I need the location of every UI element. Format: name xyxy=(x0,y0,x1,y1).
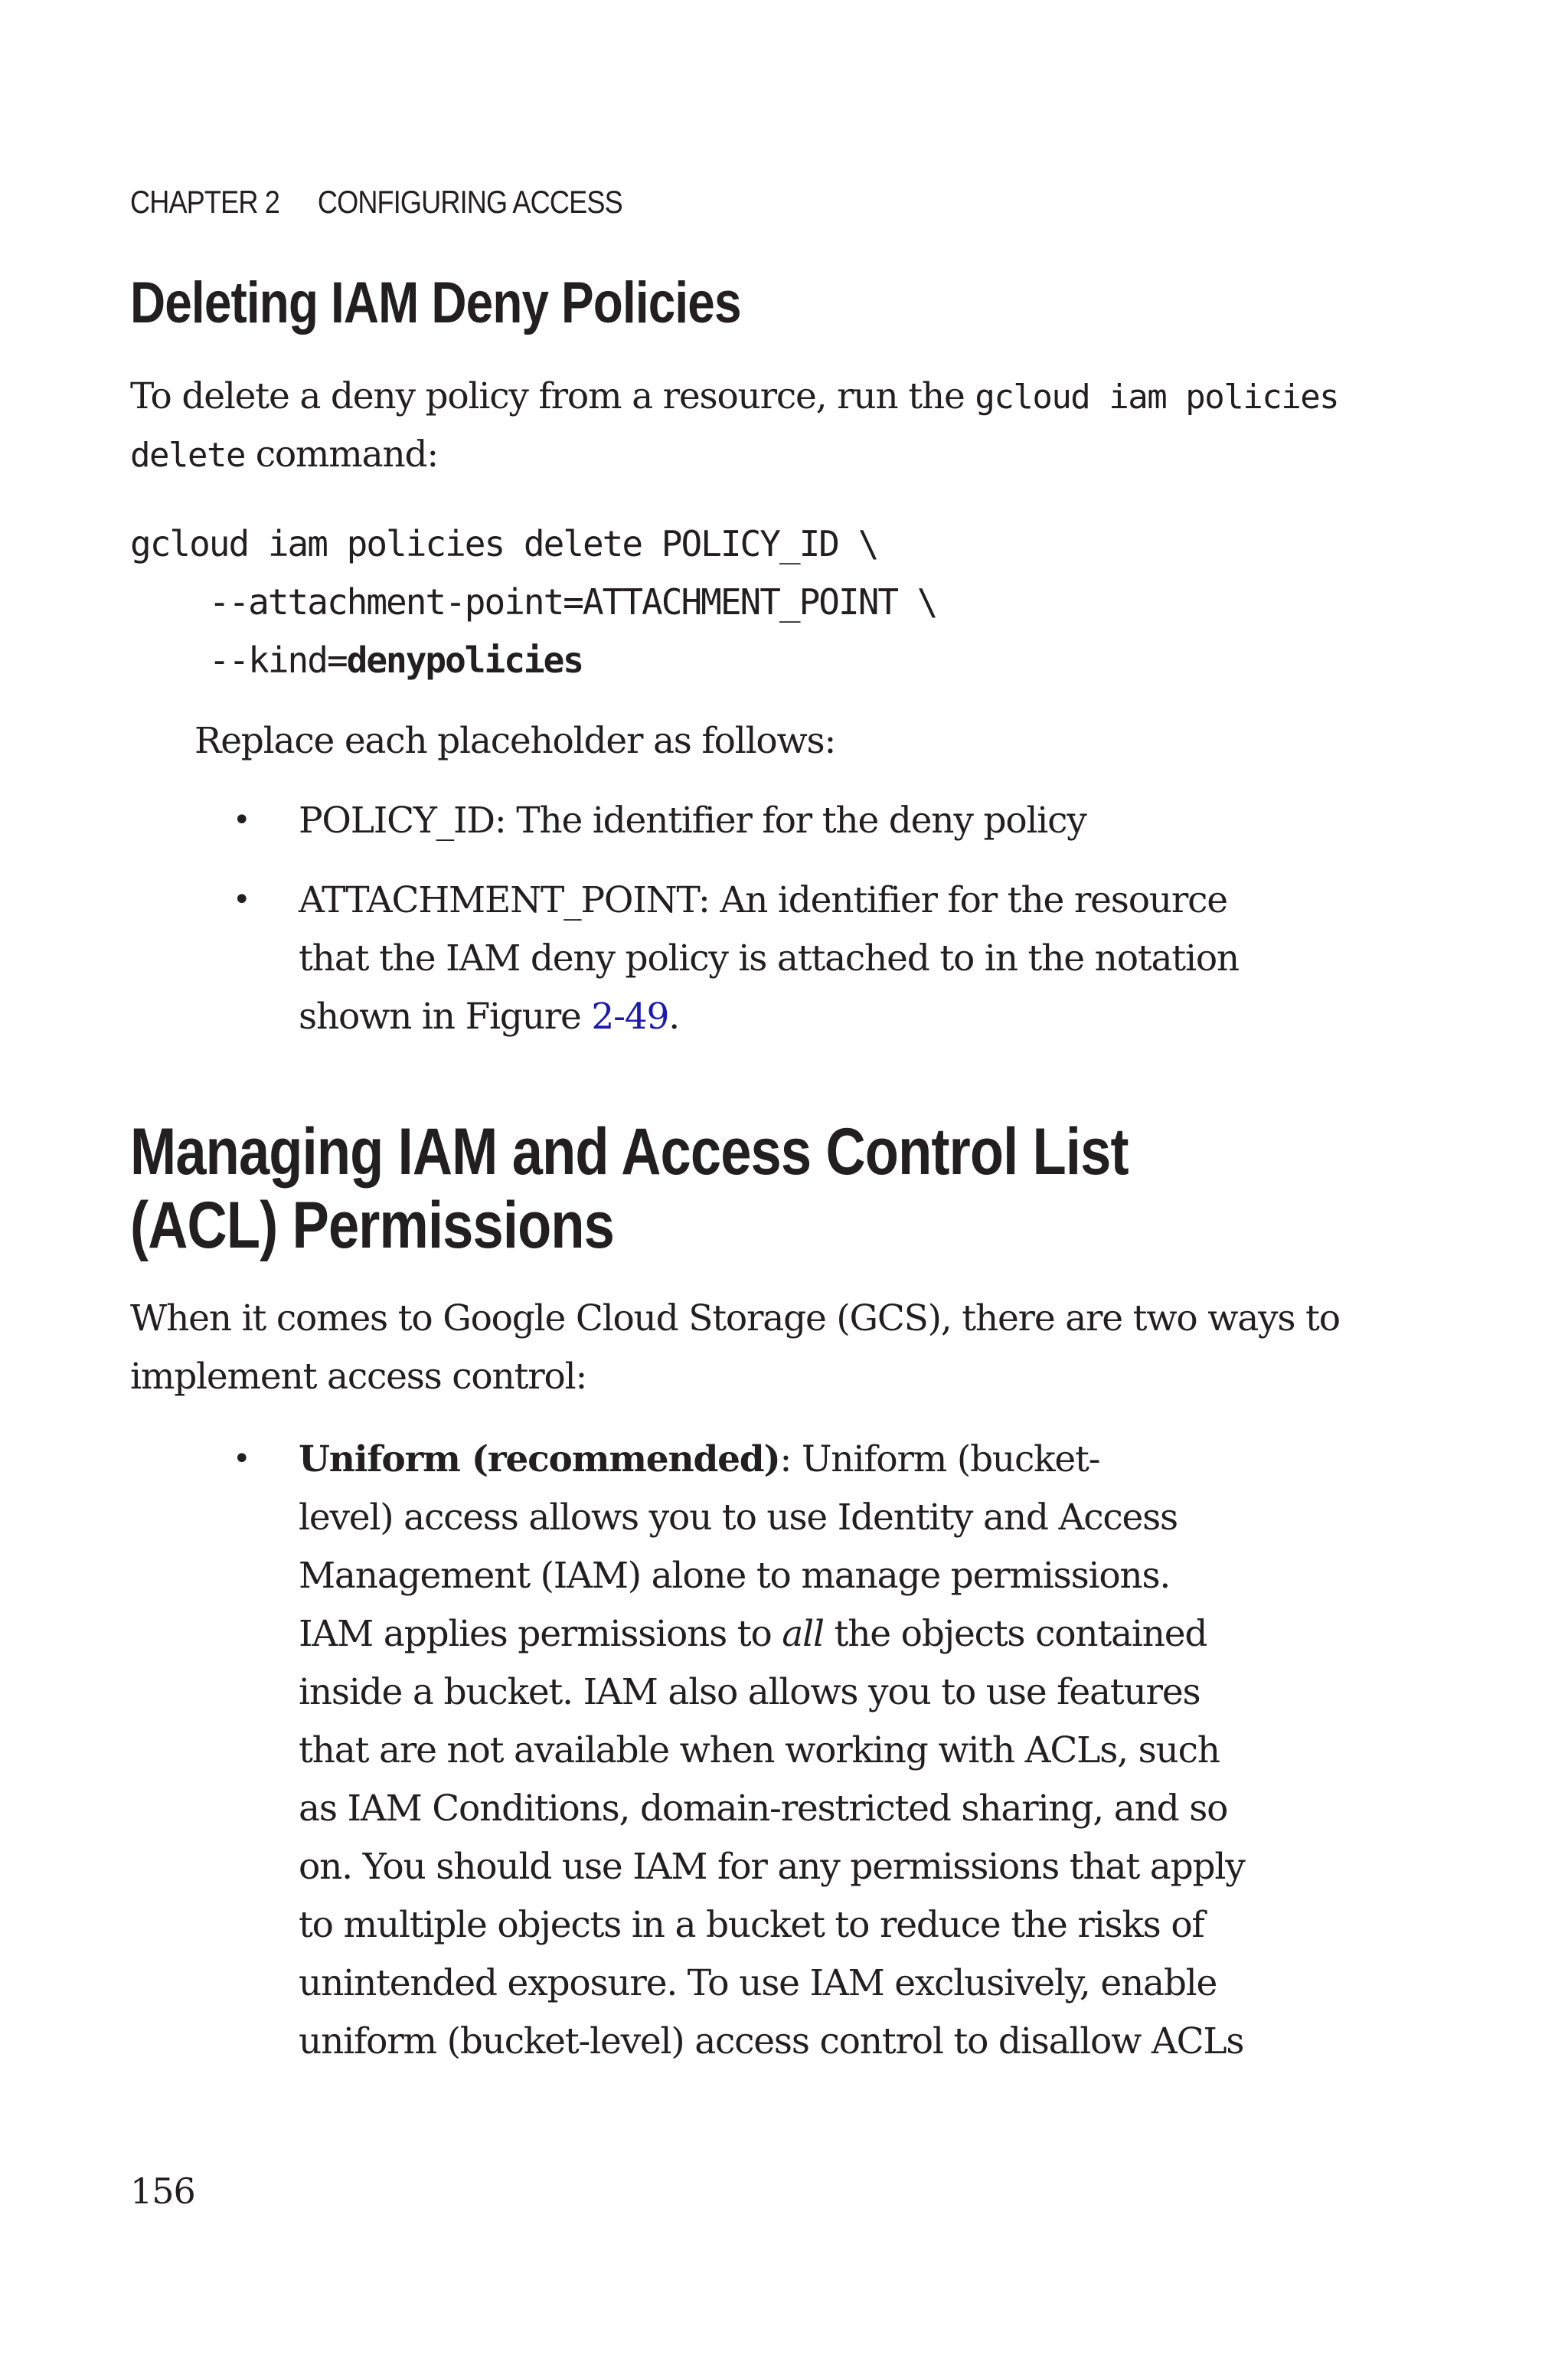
section-heading-managing-iam-acl: Managing IAM and Access Control List (ACL) Permissions xyxy=(130,1115,1129,1262)
page-number: 156 xyxy=(130,2170,195,2212)
bullet-uniform-line4: IAM applies permissions to all the objects contained xyxy=(299,1613,1207,1655)
replace-placeholder-text: Replace each placeholder as follows: xyxy=(194,720,836,762)
bullet-uniform-line7: as IAM Conditions, domain-restricted sharing, and so xyxy=(299,1788,1228,1830)
bullet-dot: • xyxy=(233,803,251,838)
running-head xyxy=(130,184,622,221)
paragraph-delete-intro-line2: delete command: xyxy=(130,433,439,476)
code-line-2: --attachment-point=ATTACHMENT_POINT \ xyxy=(130,581,937,623)
bullet-attachment-point-line1: ATTACHMENT_POINT: An identifier for the resource xyxy=(299,879,1227,921)
bullet-uniform-line1: Uniform (recommended): Uniform (bucket- xyxy=(299,1438,1100,1480)
bullet-dot: • xyxy=(233,882,251,918)
paragraph-delete-intro-line1: To delete a deny policy from a resource, run the gcloud iam policies xyxy=(130,375,1339,417)
code-block-delete-command xyxy=(130,515,936,689)
bullet-uniform-line3: Management (IAM) alone to manage permissions. xyxy=(299,1555,1171,1597)
bullet-dot: • xyxy=(233,1441,251,1477)
inline-code-delete: delete xyxy=(130,436,245,475)
paragraph-gcs-intro-line1: When it comes to Google Cloud Storage (GCS), there are two ways to xyxy=(130,1297,1340,1339)
bullet-uniform-line6: that are not available when working with ACLs, such xyxy=(299,1729,1220,1771)
chapter-title: CONFIGURING ACCESS xyxy=(317,184,622,220)
section-heading-deleting-deny-policies: Deleting IAM Deny Policies xyxy=(130,270,741,335)
inline-code-gcloud: gcloud iam policies xyxy=(975,378,1339,417)
bullet-uniform-line10: unintended exposure. To use IAM exclusively, enable xyxy=(299,1962,1217,2004)
uniform-recommended-label: Uniform (recommended) xyxy=(299,1438,780,1480)
bullet-policy-id: POLICY_ID: The identifier for the deny policy xyxy=(299,800,1086,842)
code-line-1: gcloud iam policies delete POLICY_ID \ xyxy=(130,523,878,564)
paragraph-gcs-intro-line2: implement access control: xyxy=(130,1356,587,1398)
bullet-uniform-line11: uniform (bucket-level) access control to disallow ACLs xyxy=(299,2020,1244,2062)
bullet-attachment-point-line3: shown in Figure 2-49. xyxy=(299,996,679,1038)
figure-link[interactable]: 2-49 xyxy=(591,996,669,1038)
bullet-uniform-line9: to multiple objects in a bucket to reduce the risks of xyxy=(299,1904,1204,1946)
bullet-uniform-line5: inside a bucket. IAM also allows you to use features xyxy=(299,1671,1200,1713)
chapter-number: CHAPTER 2 xyxy=(130,184,279,220)
bullet-uniform-line8: on. You should use IAM for any permissions that apply xyxy=(299,1846,1245,1888)
code-line-3: --kind=denypolicies xyxy=(130,639,583,681)
bullet-attachment-point-line2: that the IAM deny policy is attached to in the notation xyxy=(299,937,1239,980)
bullet-uniform-line2: level) access allows you to use Identity and Access xyxy=(299,1496,1178,1539)
